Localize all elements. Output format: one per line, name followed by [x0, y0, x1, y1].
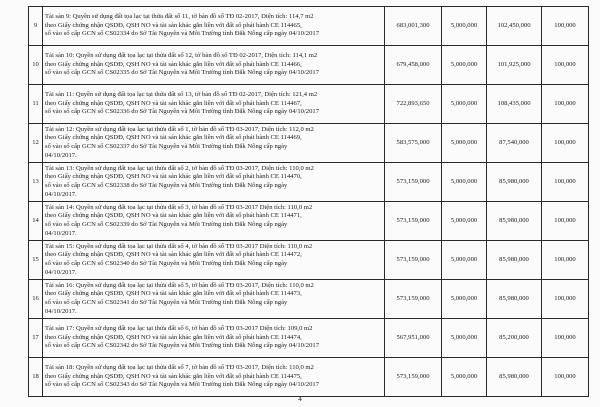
table-row	[29, 319, 589, 358]
row-number: 16	[29, 280, 43, 319]
description-line: theo Giấy chứng nhận QSDĐ, QSH NO và tài sản khác gắn liền với đất số phát hành CE 114466,	[45, 60, 302, 68]
registration-fee-cell: 5,000,000	[442, 7, 487, 46]
description-line: số vào sổ cấp GCN số CS02336 do Sở Tài Nguyên và Môi Trường tỉnh Đắk Nông cấp ngày 04/10/2017	[45, 108, 319, 116]
table-row	[29, 124, 589, 163]
application-fee-cell: 100,000	[542, 202, 589, 241]
asset-description	[43, 85, 385, 124]
description-line: số vào sổ cấp GCN số CS02338 do Sở Tài Nguyên và Môi Trường tỉnh Đắk Nông cấp ngày	[45, 182, 288, 189]
row-number: 11	[29, 85, 43, 124]
description-line: Tài sản 9: Quyền sử dụng đất tọa lạc tại thửa đất số 11, tờ bản đồ số TĐ 02-2017, Diện tích: 114,7 m2	[45, 13, 314, 21]
starting-price-cell: 573,159,000	[385, 163, 442, 202]
starting-price-cell: 683,001,300	[385, 7, 442, 46]
starting-price-cell: 573,159,000	[385, 241, 442, 280]
description-line: Tài sản 17: Quyền sử dụng đất tọa lạc tại thửa đất số 6, tờ bản đồ số TĐ 03-2017 Diện tích: 109,0 m2	[45, 325, 313, 333]
row-number: 14	[29, 202, 43, 241]
table-row	[29, 7, 589, 46]
starting-price-cell: 573,159,000	[385, 280, 442, 319]
asset-description	[43, 241, 385, 280]
starting-price-cell: 573,159,000	[385, 202, 442, 241]
description-line: Tài sản 12: Quyền sử dụng đất tọa lạc tại thửa đất số 1, tờ bản đồ số TĐ 03-2017, Diện tích: 112,0 m2	[45, 125, 314, 133]
application-fee-cell: 100,000	[542, 241, 589, 280]
description-line: Tài sản 11: Quyền sử dụng đất tọa lạc tại thửa đất số 13, tờ bản đồ số TĐ 02-2017, Diện tích: 121,4 m2	[45, 91, 318, 99]
asset-description	[43, 280, 385, 319]
row-number: 9	[29, 7, 43, 46]
registration-fee-cell: 5,000,000	[442, 241, 487, 280]
table-row	[29, 280, 589, 319]
registration-fee-cell: 5,000,000	[442, 319, 487, 358]
application-fee-cell: 100,000	[542, 280, 589, 319]
deposit-cell: 85,980,000	[487, 358, 542, 397]
description-line: theo Giấy chứng nhận QSDĐ, QSH NO và tài sản khác gắn liền với đất số phát hành CE 114475,	[45, 372, 302, 380]
description-line: 04/10/2017.	[45, 190, 77, 198]
registration-fee-cell: 5,000,000	[442, 124, 487, 163]
deposit-cell: 85,980,000	[487, 241, 542, 280]
application-fee-cell: 100,000	[542, 163, 589, 202]
table-row	[29, 241, 589, 280]
description-line: Tài sản 15: Quyền sử dụng đất tọa lạc tại thửa đất số 4, tờ bản đồ số TĐ 03-2017 Diện tích: 110,0 m2	[45, 242, 313, 250]
application-fee-cell: 100,000	[542, 85, 589, 124]
application-fee-cell: 100,000	[542, 46, 589, 85]
description-line: số vào sổ cấp GCN số CS02340 do Sở Tài Nguyên và Môi Trường tỉnh Đắk Nông cấp ngày	[45, 260, 288, 267]
description-line: theo Giấy chứng nhận QSDĐ, QSH NO và tài sản khác gắn liền với đất số phát hành CE 114465,	[45, 21, 302, 29]
description-line: số vào sổ cấp GCN số CS02339 do Sở Tài Nguyên và Môi Trường tỉnh Đắk Nông cấp ngày	[45, 221, 288, 228]
description-line: Tài sản 18: Quyền sử dụng đất tọa lạc tại thửa đất số 7, tờ bản đồ số TĐ 03-2017, Diện tích: 110,0 m2	[45, 364, 314, 372]
table-row	[29, 46, 589, 85]
description-line: số vào sổ cấp GCN số CS02343 do Sở Tài Nguyên và Môi Trường tỉnh Đắk Nông cấp ngày 04/10/2017	[45, 381, 319, 389]
application-fee-cell: 100,000	[542, 7, 589, 46]
description-line: số vào sổ cấp GCN số CS02341 do Sở Tài Nguyên và Môi Trường tỉnh Đắk Nông cấp ngày	[45, 299, 288, 306]
description-line: theo Giấy chứng nhận QSDĐ, QSH NO và tài sản khác gắn liền với đất số phát hành CE 114473,	[45, 290, 302, 298]
asset-description	[43, 319, 385, 358]
description-line: số vào sổ cấp GCN số CS02335 do Sở Tài Nguyên và Môi Trường tỉnh Đắk Nông cấp ngày 04/10/2017	[45, 69, 319, 77]
description-line: theo Giấy chứng nhận QSDĐ, QSH NO và tài sản khác gắn liền với đất số phát hành CE 114471,	[45, 212, 302, 220]
description-line: Tài sản 10: Quyền sử dụng đất tọa lạc tại thửa đất số 12, tờ bản đồ số TĐ 02-2017, Diện tích: 114,1 m2	[45, 52, 318, 60]
description-line: 04/10/2017.	[45, 307, 77, 315]
asset-table-body	[29, 7, 589, 397]
starting-price-cell: 583,575,000	[385, 124, 442, 163]
row-number: 18	[29, 358, 43, 397]
asset-table	[28, 6, 589, 397]
description-line: theo Giấy chứng nhận QSDĐ, QSH NO và tài sản khác gắn liền với đất số phát hành CE 114470,	[45, 173, 302, 181]
registration-fee-cell: 5,000,000	[442, 46, 487, 85]
registration-fee-cell: 5,000,000	[442, 358, 487, 397]
row-number: 17	[29, 319, 43, 358]
table-row	[29, 163, 589, 202]
asset-description	[43, 358, 385, 397]
description-line: Tài sản 13: Quyền sử dụng đất tọa lạc tại thửa đất số 2, tờ bản đồ số TĐ 03-2017, Diện tích: 110,0 m2	[45, 164, 314, 172]
row-number: 12	[29, 124, 43, 163]
registration-fee-cell: 5,000,000	[442, 280, 487, 319]
row-number: 15	[29, 241, 43, 280]
deposit-cell: 102,450,000	[487, 7, 542, 46]
starting-price-cell: 722,893,650	[385, 85, 442, 124]
row-number: 10	[29, 46, 43, 85]
registration-fee-cell: 5,000,000	[442, 163, 487, 202]
starting-price-cell: 573,159,000	[385, 358, 442, 397]
table-row	[29, 202, 589, 241]
asset-description	[43, 46, 385, 85]
description-line: số vào sổ cấp GCN số CS02342 do Sở Tài Nguyên và Môi Trường tỉnh Đắk Nông cấp ngày 04/10/2017	[45, 342, 319, 350]
description-line: Tài sản 14: Quyền sử dụng đất tọa lạc tại thửa đất số 3, tờ bản đồ số TĐ 03-2017 Diện tích: 110,0 m2	[45, 203, 313, 211]
description-line: số vào sổ cấp GCN số CS02337 do Sở Tài Nguyên và Môi Trường tỉnh Đắk Nông cấp ngày	[45, 143, 288, 150]
table-row	[29, 85, 589, 124]
deposit-cell: 101,925,000	[487, 46, 542, 85]
table-row	[29, 358, 589, 397]
registration-fee-cell: 5,000,000	[442, 202, 487, 241]
deposit-cell: 85,980,000	[487, 163, 542, 202]
starting-price-cell: 679,458,000	[385, 46, 442, 85]
asset-description	[43, 163, 385, 202]
application-fee-cell: 100,000	[542, 358, 589, 397]
starting-price-cell: 567,951,000	[385, 319, 442, 358]
description-line: 04/10/2017.	[45, 229, 77, 237]
description-line: theo Giấy chứng nhận QSDĐ, QSH NO và tài sản khác gắn liền với đất số phát hành CE 114467,	[45, 99, 302, 107]
deposit-cell: 85,980,000	[487, 202, 542, 241]
description-line: Tài sản 16: Quyền sử dụng đất tọa lạc tại thửa đất số 5, tờ bản đồ số TĐ 03-2017, Diện tích: 110,0 m2	[45, 281, 314, 289]
description-line: theo Giấy chứng nhận QSDĐ, QSH NO và tài sản khác gắn liền với đất số phát hành CE 114474,	[45, 333, 302, 341]
description-line: theo Giấy chứng nhận QSDĐ, QSH NO và tài sản khác gắn liền với đất số phát hành CE 114472,	[45, 251, 302, 259]
asset-description	[43, 7, 385, 46]
description-line: 04/10/2017.	[45, 151, 77, 159]
deposit-cell: 108,435,000	[487, 85, 542, 124]
deposit-cell: 87,540,000	[487, 124, 542, 163]
deposit-cell: 85,200,000	[487, 319, 542, 358]
page-number: 4	[298, 394, 302, 403]
application-fee-cell: 100,000	[542, 319, 589, 358]
deposit-cell: 85,980,000	[487, 280, 542, 319]
application-fee-cell: 100,000	[542, 124, 589, 163]
description-line: theo Giấy chứng nhận QSDĐ, QSH NO và tài sản khác gắn liền với đất số phát hành CE 114469,	[45, 134, 302, 142]
description-line: số vào sổ cấp GCN số CS02334 do Sở Tài Nguyên và Môi Trường tỉnh Đắk Nông cấp ngày 04/10/2017	[45, 30, 319, 38]
document-page	[28, 6, 588, 397]
asset-description	[43, 202, 385, 241]
description-line: 04/10/2017.	[45, 268, 77, 276]
asset-description	[43, 124, 385, 163]
registration-fee-cell: 5,000,000	[442, 85, 487, 124]
row-number: 13	[29, 163, 43, 202]
